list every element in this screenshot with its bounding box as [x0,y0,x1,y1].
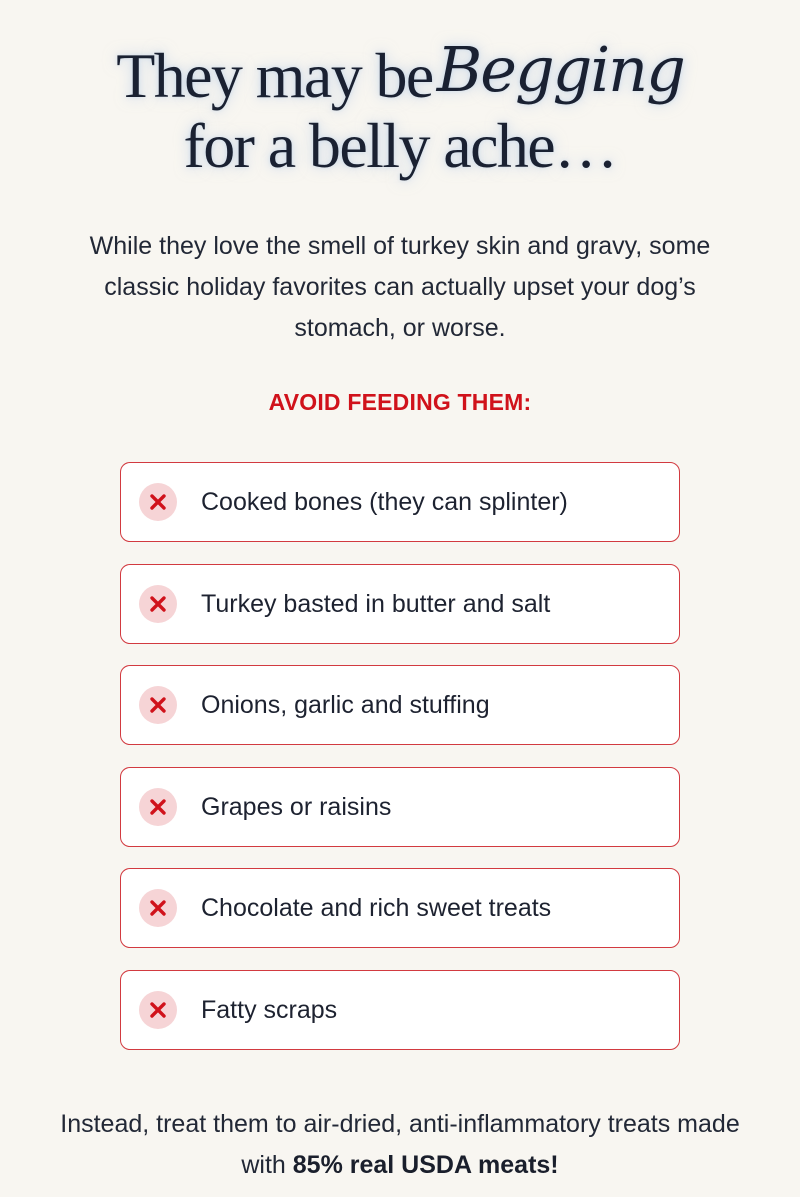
avoid-item [120,970,680,1050]
x-icon [139,686,177,724]
x-icon [139,483,177,521]
avoid-item [120,665,680,745]
avoid-item-text: Grapes or raisins [201,792,392,821]
outro-text: Instead, treat them to air-dried, anti-inflammatory treats made with [60,1110,740,1179]
headline [0,33,800,186]
headline-prefix: They may be [116,40,433,111]
avoid-item-text: Turkey basted in butter and salt [201,589,551,618]
headline-line-1 [0,33,800,114]
avoid-item-text: Chocolate and rich sweet treats [201,894,552,922]
x-icon [139,889,177,927]
avoid-item-text: Fatty scraps [201,995,338,1024]
avoid-item [120,767,680,847]
avoid-list [120,462,680,1071]
x-icon [139,788,177,826]
x-icon [139,585,177,623]
avoid-item [120,868,680,948]
x-icon [139,991,177,1029]
headline-line-2: for a belly ache… [183,110,617,181]
outro-paragraph [60,1104,740,1186]
avoid-item-text: Cooked bones (they can splinter) [201,488,568,516]
intro-paragraph: While they love the smell of turkey skin and gravy, some classic holiday favorites can actually upset your dog’s stomach, or worse. [89,232,711,342]
outro-highlight: 85% real USDA meats! [292,1151,559,1179]
avoid-item [120,462,680,542]
avoid-label: AVOID FEEDING THEM: [268,389,532,415]
headline-script-word: Begging [436,33,684,106]
avoid-item [120,564,680,644]
avoid-item-text: Onions, garlic and stuffing [201,691,490,719]
